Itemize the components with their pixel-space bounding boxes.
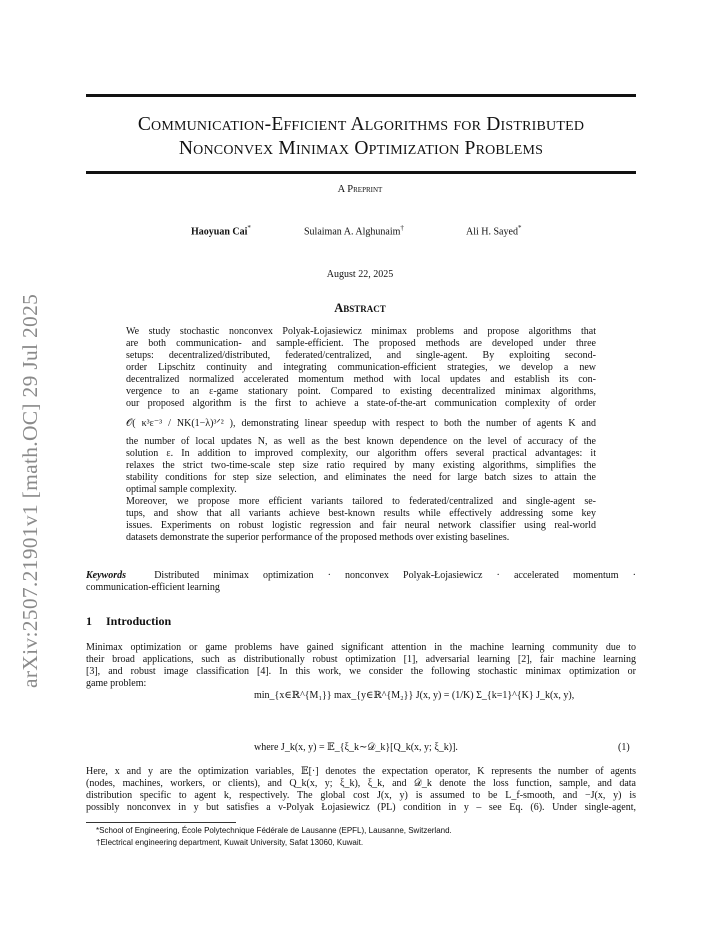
section-heading <box>86 614 171 629</box>
author-mark: * <box>247 224 251 232</box>
keywords-label: Keywords <box>86 570 126 581</box>
body-line: distribution specific to agent k, respectively. The global cost J(x, y) is assumed to be L_f-smooth, and −J(x, y) is <box>86 790 636 801</box>
author-name: Sulaiman A. Alghunaim <box>304 226 401 238</box>
intro-line: game problem: <box>86 678 147 689</box>
body-line: possibly nonconvex in y but satisfies a ν-Polyak Łojasiewicz (PL) condition in y – see Eq. (6). Under single-agent, <box>86 802 636 813</box>
abstract-line: We study stochastic nonconvex Polyak-Łojasiewicz minimax problems and propose algorithms that <box>126 326 596 337</box>
footnote-1: *School of Engineering, École Polytechnique Fédérale de Lausanne (EPFL), Lausanne, Switzerland. <box>96 826 452 835</box>
section-number: 1 <box>86 614 92 628</box>
body-line: Here, x and y are the optimization variables, 𝔼[·] denotes the expectation operator, K represents the number of agents <box>86 766 636 777</box>
equation-line-2: where J_k(x, y) = 𝔼_{ξ_k∼𝒟_k}[Q_k(x, y; ξ_k)]. <box>254 742 458 753</box>
abstract-line: issues. Experiments on robust logistic regression and fair neural network classifier using real-world <box>126 520 596 531</box>
keywords-line-1 <box>86 570 636 582</box>
footnote-2: †Electrical engineering department, Kuwait University, Safat 13060, Kuwait. <box>96 838 364 847</box>
author-2 <box>304 224 404 237</box>
abstract-line: Moreover, we propose more efficient variants tailored to federated/centralized and single-agent se- <box>126 496 596 507</box>
abstract-heading: Abstract <box>334 301 386 315</box>
abstract-line: are both communication- and sample-efficient. The proposed methods are developed under three <box>126 338 596 349</box>
title-line-2: Nonconvex Minimax Optimization Problems <box>178 138 544 159</box>
abstract-line: setups: decentralized/distributed, federated/centralized, and single-agent. By exploiting second- <box>126 350 596 361</box>
author-mark: † <box>400 224 404 232</box>
abstract-line: our proposed algorithm is the first to achieve a state-of-the-art communication complexity of order <box>126 398 596 409</box>
arxiv-stamp: arXiv:2507.21901v1 [math.OC] 29 Jul 2025 <box>18 293 42 688</box>
abstract-line: order Lipschitz continuity and integrating communication-efficient strategies, we develop a new <box>126 362 596 373</box>
author-name: Haoyuan Cai <box>191 226 248 238</box>
abstract-line: optimal sample complexity. <box>126 484 237 495</box>
equation-number: (1) <box>618 742 630 753</box>
section-title: Introduction <box>106 614 172 628</box>
preprint-label: A Preprint <box>337 184 383 195</box>
intro-line: Minimax optimization or game problems have gained significant attention in the machine learning community due to <box>86 642 636 653</box>
title-top-rule <box>86 94 636 97</box>
author-mark: * <box>517 224 522 232</box>
equation-line-1: min_{x∈ℝ^{M₁}} max_{y∈ℝ^{M₂}} J(x, y) = (1/K) Σ_{k=1}^{K} J_k(x, y), <box>254 690 575 701</box>
title-line-1: Communication-Efficient Algorithms for Distributed <box>137 114 585 135</box>
author-3 <box>466 224 521 237</box>
body-line: (nodes, machines, workers, or clients), and Q_k(x, y; ξ_k), ξ_k, and 𝒟_k denote the loss function, sample, and data <box>86 778 636 789</box>
paper-title <box>86 113 636 161</box>
footnote-rule <box>86 822 236 823</box>
abstract-line: relaxes the strict two-time-scale step size ratio required by many existing algorithms, simplifies the <box>126 460 596 471</box>
keywords-line-2: communication-efficient learning <box>86 582 220 593</box>
abstract-line: the number of local updates N, as well as the best known dependence on the level of accuracy of the <box>126 436 596 447</box>
abstract-line: tups, and show that all variants achieve best-known results while effectively addressing some key <box>126 508 596 519</box>
keywords-text: Distributed minimax optimization · nonconvex Polyak-Łojasiewicz · accelerated momentum · <box>154 570 636 581</box>
title-bottom-rule <box>86 171 636 174</box>
intro-line: [3], and robust image classification [4]. In this work, we consider the following stochastic minimax optimization or <box>86 666 636 677</box>
author-name: Ali H. Sayed <box>466 226 518 238</box>
intro-line: their broad applications, such as distributionally robust optimization [1], adversarial learning [2], fair machine learning <box>86 654 636 665</box>
abstract-line: 𝒪( κ³ε⁻³ / NK(1−λ)³ᐟ² ), demonstrating linear speedup with respect to both the number of agents K and <box>126 418 596 429</box>
abstract-line: stability conditions for step size selection, and eliminates the need for large batch sizes to attain the <box>126 472 596 483</box>
abstract-line: datasets demonstrate the superior performance of the proposed methods over existing baselines. <box>126 532 510 543</box>
author-1 <box>191 224 251 237</box>
abstract-line: vergence to an ε-game stationary point. Compared to existing decentralized minimax algorithms, <box>126 386 596 397</box>
abstract-line: solution ε. In addition to improved complexity, our algorithm offers several practical advantages: it <box>126 448 596 459</box>
date: August 22, 2025 <box>326 269 394 280</box>
abstract-line: decentralized normalized accelerated momentum method with local updates and establish its con- <box>126 374 596 385</box>
